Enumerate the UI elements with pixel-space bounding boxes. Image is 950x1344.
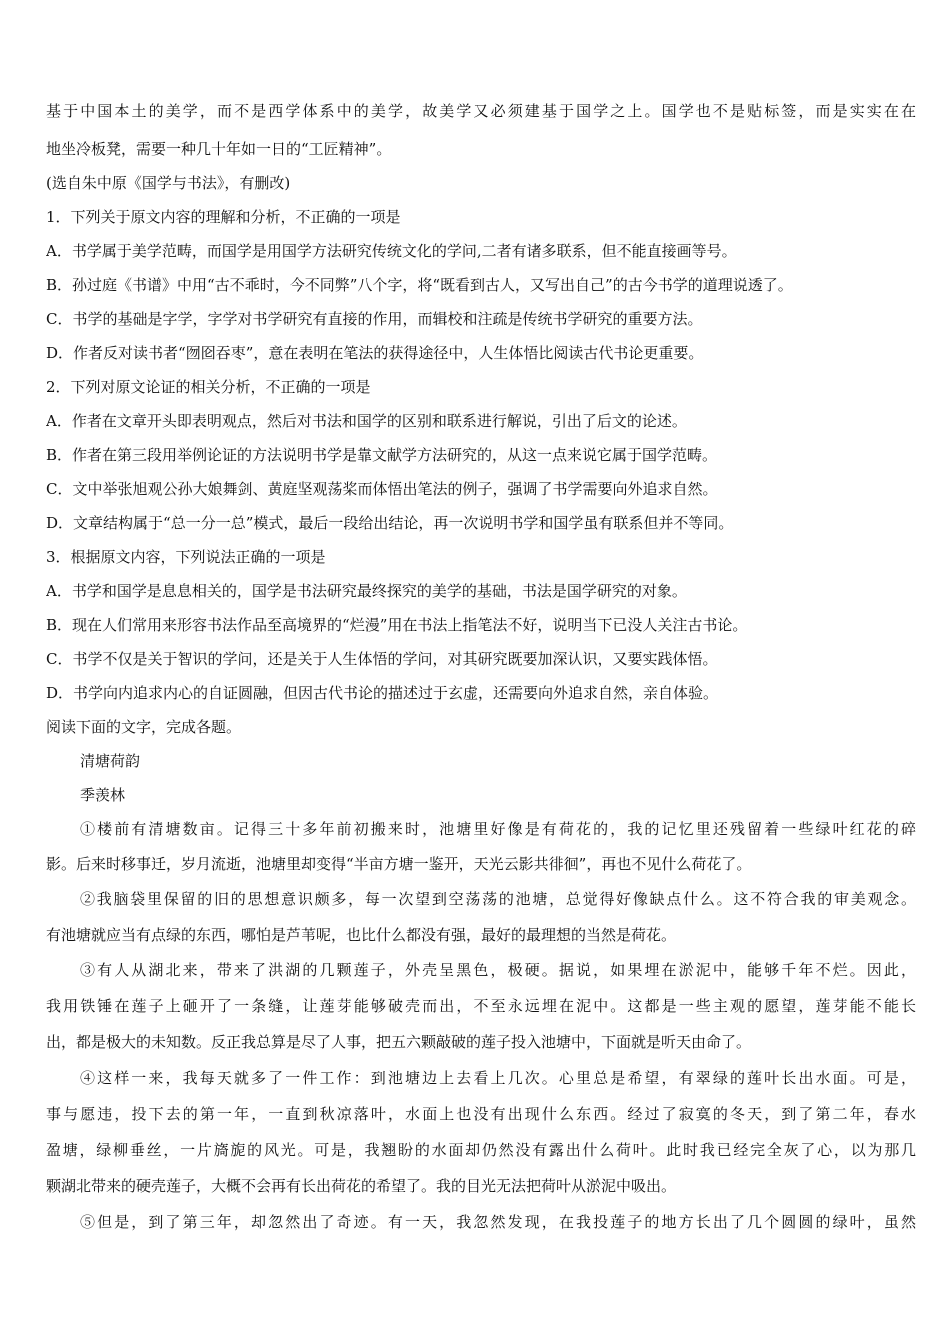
question-3-stem: 3．根据原文内容，下列说法正确的一项是 — [46, 548, 326, 566]
question-1-stem: 1．下列关于原文内容的理解和分析，不正确的一项是 — [46, 208, 401, 226]
question-1-option-c: C．书学的基础是字学，字学对书学研究有直接的作用，而辑校和注疏是传统书学研究的重要方法。 — [46, 310, 703, 328]
paragraph-2-line-1: ②我脑袋里保留的旧的思想意识颇多，每一次望到空荡荡的池塘，总觉得好像缺点什么。这不符合我的审美观念。 — [80, 890, 916, 908]
passage2-author: 季羡林 — [80, 786, 126, 804]
passage1-line-2: 地坐冷板凳，需要一种几十年如一日的“工匠精神”。 — [46, 140, 392, 158]
paragraph-4-line-1: ④这样一来，我每天就多了一件工作：到池塘边上去看上几次。心里总是希望，有翠绿的莲叶长出水面。可是， — [80, 1069, 916, 1087]
paragraph-4-line-3: 盈塘，绿柳垂丝，一片旖旎的风光。可是，我翘盼的水面却仍然没有露出什么荷叶。此时我已经完全灰了心，以为那几 — [46, 1141, 916, 1159]
paragraph-4-line-2: 事与愿违，投下去的第一年，一直到秋凉落叶，水面上也没有出现什么东西。经过了寂寞的冬天，到了第二年，春水 — [46, 1105, 916, 1123]
question-1-option-b: B．孙过庭《书谱》中用“古不乖时，今不同弊”八个字，将“既看到古人，又写出自己”的古今书学的道理说透了。 — [46, 276, 793, 294]
question-2-option-d: D．文章结构属于“总一分一总”模式，最后一段给出结论，再一次说明书学和国学虽有联系但并不等同。 — [46, 514, 734, 532]
paragraph-3-line-2: 我用铁锤在莲子上砸开了一条缝，让莲芽能够破壳而出，不至永远埋在泥中。这都是一些主观的愿望，莲芽能不能长 — [46, 997, 916, 1015]
question-3-option-a: A．书学和国学是息息相关的，国学是书法研究最终探究的美学的基础，书法是国学研究的对象。 — [46, 582, 687, 600]
question-2-option-a: A．作者在文章开头即表明观点，然后对书法和国学的区别和联系进行解说，引出了后文的论述。 — [46, 412, 687, 430]
passage1-source: (选自朱中原《国学与书法》，有删改) — [46, 174, 291, 192]
paragraph-3-line-1: ③有人从湖北来，带来了洪湖的几颗莲子，外壳呈黑色，极硬。据说，如果埋在淤泥中，能够千年不烂。因此， — [80, 961, 916, 979]
question-2-stem: 2．下列对原文论证的相关分析，不正确的一项是 — [46, 378, 371, 396]
question-3-option-d: D．书学向内追求内心的自证圆融，但因古代书论的描述过于玄虚，还需要向外追求自然，亲自体验。 — [46, 684, 719, 702]
paragraph-2-line-2: 有池塘就应当有点绿的东西，哪怕是芦苇呢，也比什么都没有强，最好的最理想的当然是荷花。 — [46, 926, 677, 944]
paragraph-4-line-4: 颗湖北带来的硬壳莲子，大概不会再有长出荷花的希望了。我的目光无法把荷叶从淤泥中吸出。 — [46, 1177, 677, 1195]
passage1-line-1: 基于中国本土的美学，而不是西学体系中的美学，故美学又必须建基于国学之上。国学也不是贴标签，而是实实在在 — [46, 102, 916, 120]
paragraph-1-line-2: 影。后来时移事迁，岁月流逝，池塘里却变得“半亩方塘一鉴开，天光云影共徘徊”，再也不见什么荷花了。 — [46, 855, 752, 873]
paragraph-3-line-3: 出，都是极大的未知数。反正我总算是尽了人事，把五六颗敲破的莲子投入池塘中，下面就是听天由命了。 — [46, 1033, 752, 1051]
reading-instruction: 阅读下面的文字，完成各题。 — [46, 718, 242, 736]
paragraph-5-line-1: ⑤但是，到了第三年，却忽然出了奇迹。有一天，我忽然发现，在我投莲子的地方长出了几个圆圆的绿叶，虽然 — [80, 1213, 916, 1231]
paragraph-1-line-1: ①楼前有清塘数亩。记得三十多年前初搬来时，池塘里好像是有荷花的，我的记忆里还残留着一些绿叶红花的碎 — [80, 820, 916, 838]
question-1-option-d: D．作者反对读书者“囫囵吞枣”，意在表明在笔法的获得途径中，人生体悟比阅读古代书论更重要。 — [46, 344, 704, 362]
question-3-option-b: B．现在人们常用来形容书法作品至高境界的“烂漫”用在书法上指笔法不好，说明当下已没人关注古书论。 — [46, 616, 748, 634]
question-1-option-a: A．书学属于美学范畴，而国学是用国学方法研究传统文化的学问,二者有诸多联系，但不能直接画等号。 — [46, 242, 737, 260]
question-2-option-b: B．作者在第三段用举例论证的方法说明书学是靠文献学方法研究的，从这一点来说它属于国学范畴。 — [46, 446, 718, 464]
question-3-option-c: C．书学不仅是关于智识的学问，还是关于人生体悟的学问，对其研究既要加深认识，又要实践体悟。 — [46, 650, 718, 668]
question-2-option-c: C．文中举张旭观公孙大娘舞剑、黄庭坚观荡桨而体悟出笔法的例子，强调了书学需要向外追求自然。 — [46, 480, 718, 498]
passage2-title: 清塘荷韵 — [80, 752, 141, 770]
